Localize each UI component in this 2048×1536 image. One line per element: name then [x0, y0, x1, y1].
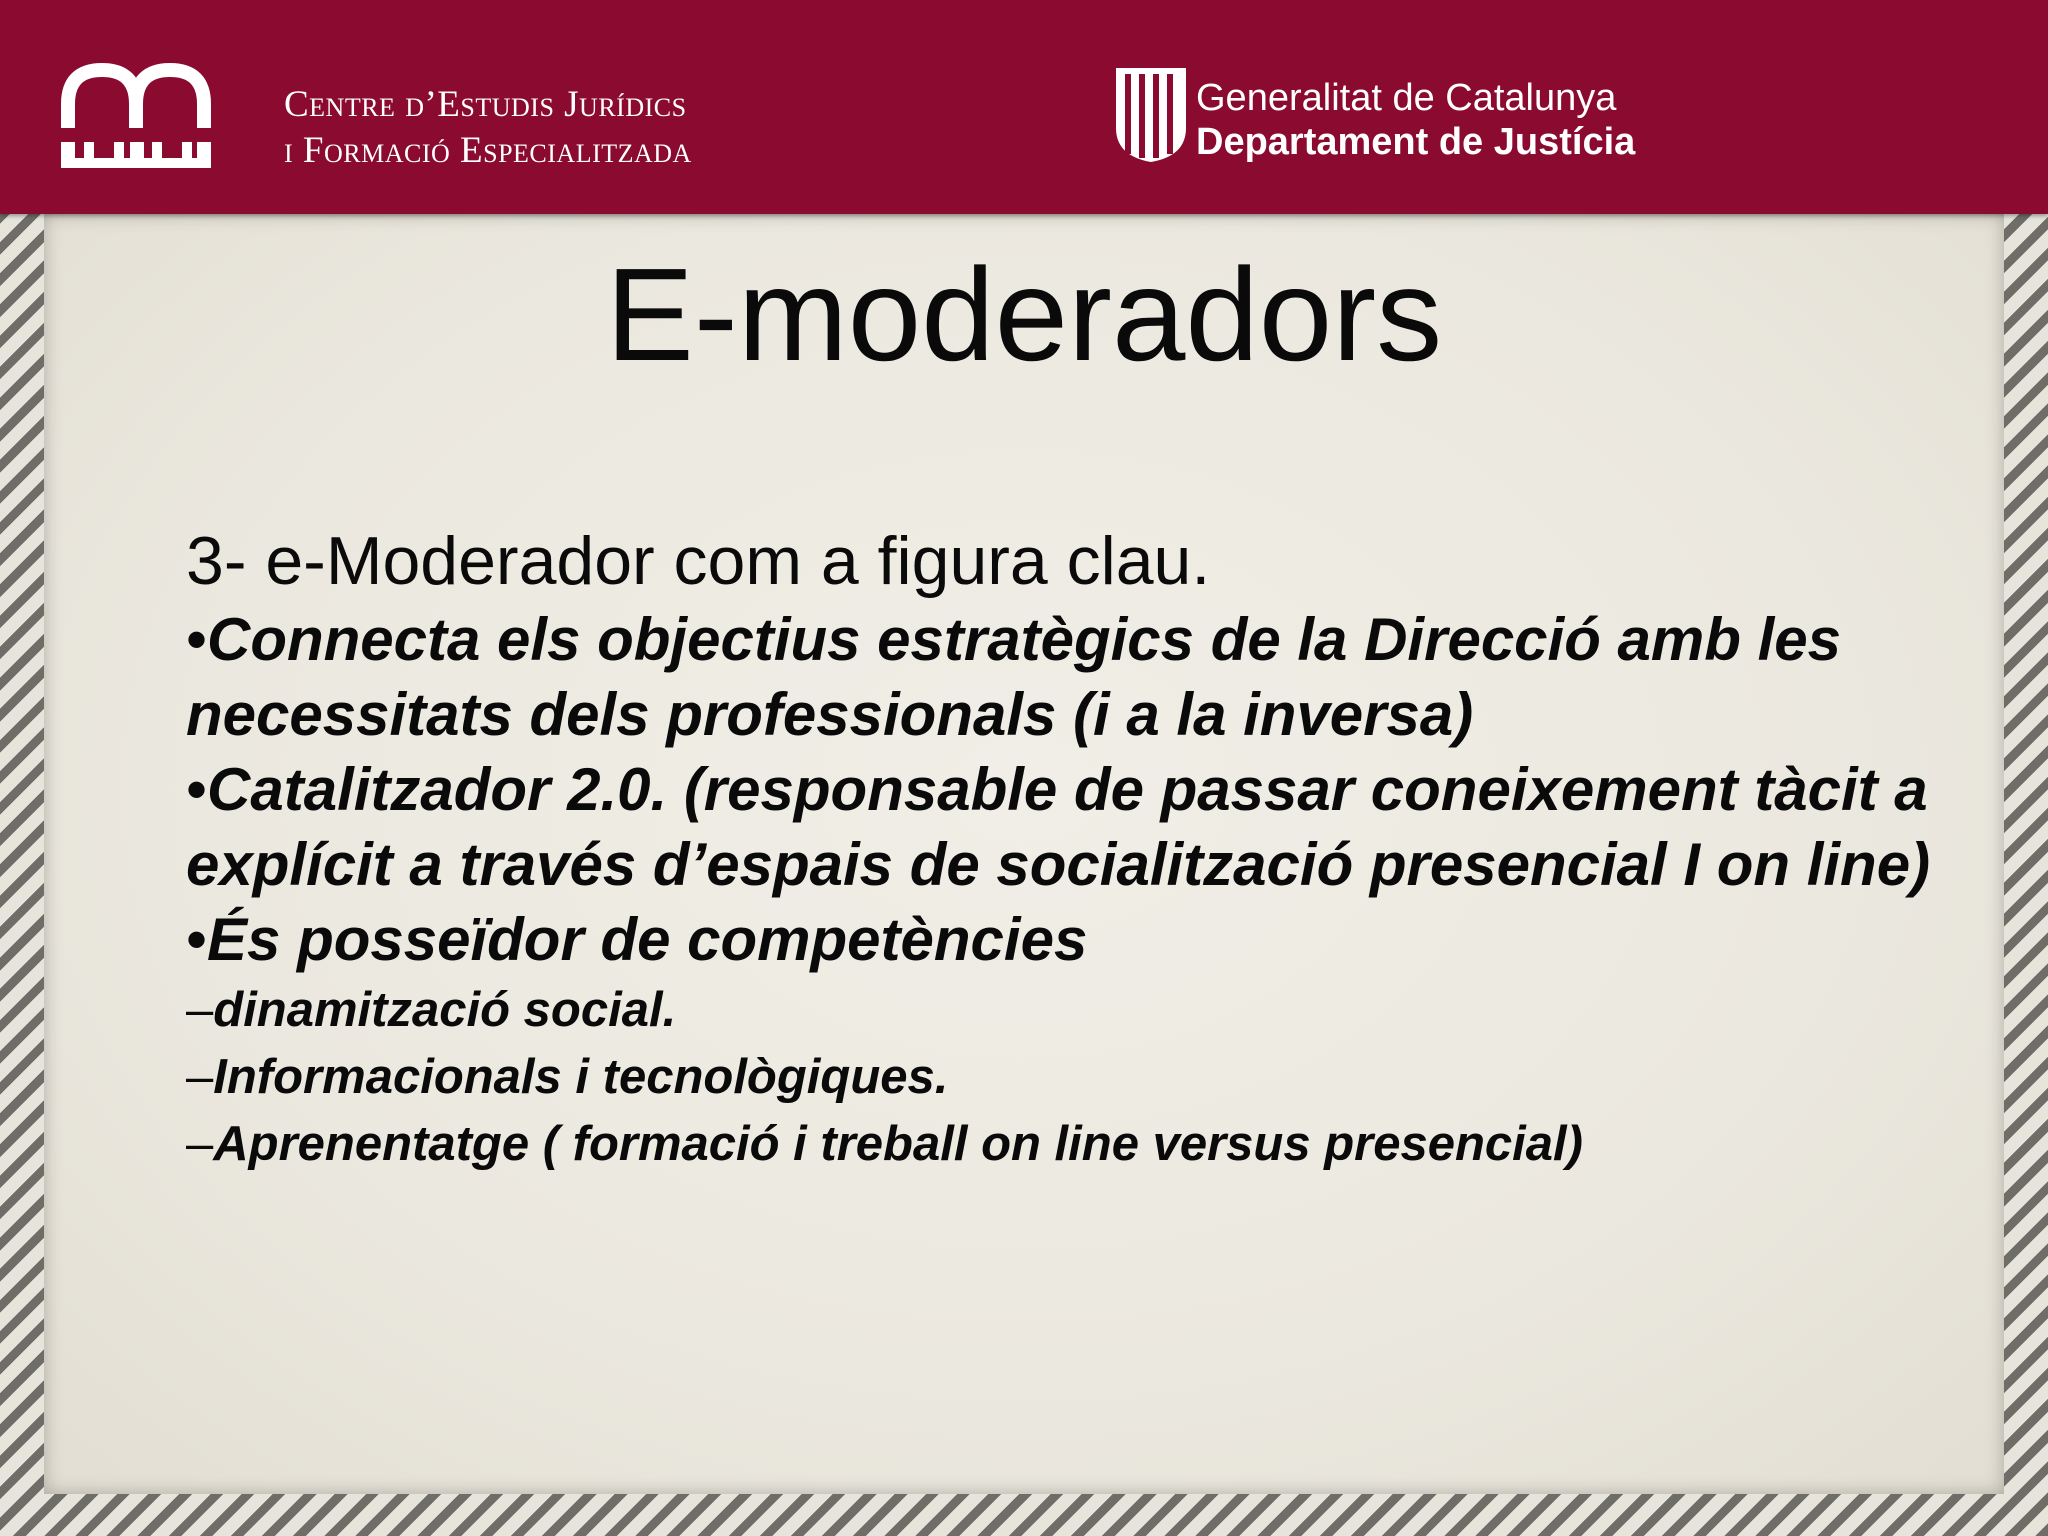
sub-item — [186, 1044, 1946, 1111]
sub-item-text: Informacionals i tecnològiques. — [213, 1050, 949, 1104]
bullet-text: Catalitzador 2.0. (responsable de passar coneixement tàcit a explícit a través d’espais de socialització presencial I on line) — [186, 756, 1931, 898]
bullet-item — [186, 752, 1946, 902]
generalitat-name — [1196, 76, 1635, 164]
header-banner — [0, 0, 2048, 214]
slide-content — [186, 520, 1946, 1178]
sub-item — [186, 977, 1946, 1044]
bullet-marker: • — [186, 606, 208, 673]
cejfe-arches-logo-icon — [56, 58, 236, 174]
slide-subtitle: 3- e-Moderador com a figura clau. — [186, 523, 1211, 599]
bullet-text: Connecta els objectius estratègics de la Direcció amb les necessitats dels professionals (i a la inversa) — [186, 606, 1841, 748]
sub-marker: – — [186, 983, 214, 1037]
bullet-text: És posseïdor de competències — [207, 906, 1088, 973]
sub-item-text: Aprenentatge ( formació i treball on line versus presencial) — [213, 1117, 1583, 1171]
bullet-item — [186, 602, 1946, 752]
cejfe-name-line2: i Formació Especialitzada — [284, 130, 692, 171]
cejfe-name-line1: Centre d’Estudis Jurídics — [284, 84, 687, 125]
generalitat-name-line1: Generalitat de Catalunya — [1196, 77, 1617, 119]
generalitat-senyera-logo-icon — [1112, 64, 1190, 164]
cejfe-name — [284, 82, 692, 174]
generalitat-name-line2: Departament de Justícia — [1196, 121, 1636, 163]
bullet-marker: • — [186, 756, 208, 823]
sub-item-text: dinamització social. — [213, 983, 677, 1037]
bullet-item — [186, 902, 1946, 977]
sub-marker: – — [186, 1117, 214, 1171]
sub-item — [186, 1111, 1946, 1178]
slide-title: E-moderadors — [605, 241, 1443, 388]
bullet-marker: • — [186, 906, 208, 973]
sub-marker: – — [186, 1050, 214, 1104]
